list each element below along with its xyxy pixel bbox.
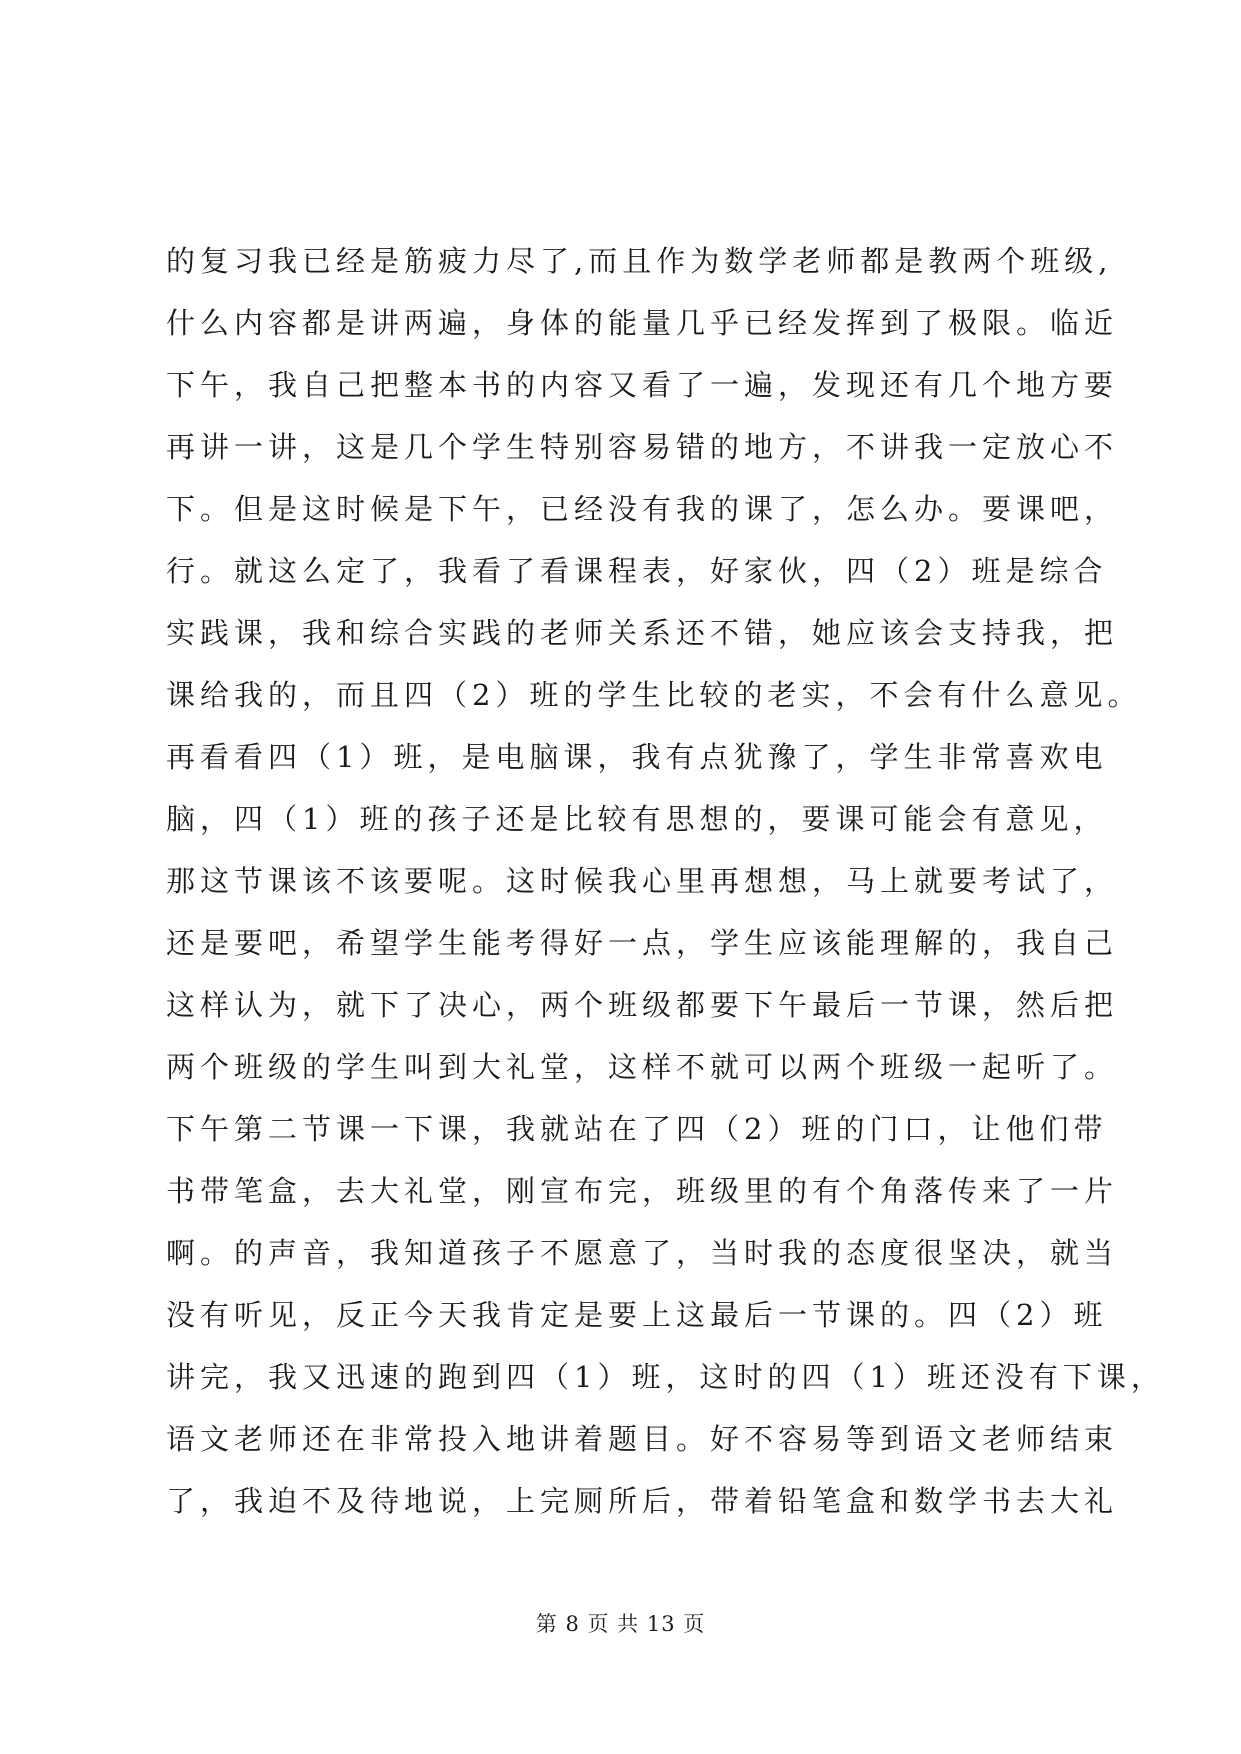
- text-line: 再讲一讲，这是几个学生特别容易错的地方，不讲我一定放心不: [166, 430, 1119, 464]
- text-line: 讲完，我又迅速的跑到四（1）班，这时的四（1）班还没有下课，: [166, 1360, 1165, 1394]
- text-line: 了，我迫不及待地说，上完厕所后，带着铅笔盒和数学书去大礼: [166, 1484, 1119, 1518]
- text-line: 这样认为，就下了决心，两个班级都要下午最后一节课，然后把: [166, 988, 1119, 1022]
- text-line: 下。但是这时候是下午，已经没有我的课了，怎么办。要课吧，: [166, 492, 1119, 526]
- text-line: 那这节课该不该要呢。这时候我心里再想想，马上就要考试了，: [166, 864, 1119, 898]
- text-line: 没有听见，反正今天我肯定是要上这最后一节课的。四（2）班: [166, 1298, 1108, 1332]
- text-line: 行。就这么定了，我看了看课程表，好家伙，四（2）班是综合: [166, 554, 1108, 588]
- text-line: 下午，我自己把整本书的内容又看了一遍，发现还有几个地方要: [166, 368, 1119, 402]
- text-line: 还是要吧，希望学生能考得好一点，学生应该能理解的，我自己: [166, 926, 1119, 960]
- text-line: 脑，四（1）班的孩子还是比较有思想的，要课可能会有意见，: [166, 802, 1108, 836]
- body-text: [166, 230, 1165, 1532]
- text-line: 课给我的，而且四（2）班的学生比较的老实，不会有什么意见。: [166, 678, 1142, 712]
- text-line: 下午第二节课一下课，我就站在了四（2）班的门口，让他们带: [166, 1112, 1108, 1146]
- text-line: 再看看四（1）班，是电脑课，我有点犹豫了，学生非常喜欢电: [166, 740, 1108, 774]
- text-line: 书带笔盒，去大礼堂，刚宣布完，班级里的有个角落传来了一片: [166, 1174, 1119, 1208]
- text-line: 两个班级的学生叫到大礼堂，这样不就可以两个班级一起听了。: [166, 1050, 1119, 1084]
- page-number-footer: 第 8 页 共 13 页: [535, 1612, 706, 1636]
- text-line: 实践课，我和综合实践的老师关系还不错，她应该会支持我，把: [166, 616, 1119, 650]
- text-line: 什么内容都是讲两遍，身体的能量几乎已经发挥到了极限。临近: [166, 306, 1119, 340]
- text-line: 啊。的声音，我知道孩子不愿意了，当时我的态度很坚决，就当: [166, 1236, 1119, 1270]
- text-line: 的复习我已经是筋疲力尽了,而且作为数学老师都是教两个班级,: [166, 244, 1113, 278]
- text-line: 语文老师还在非常投入地讲着题目。好不容易等到语文老师结束: [166, 1422, 1119, 1456]
